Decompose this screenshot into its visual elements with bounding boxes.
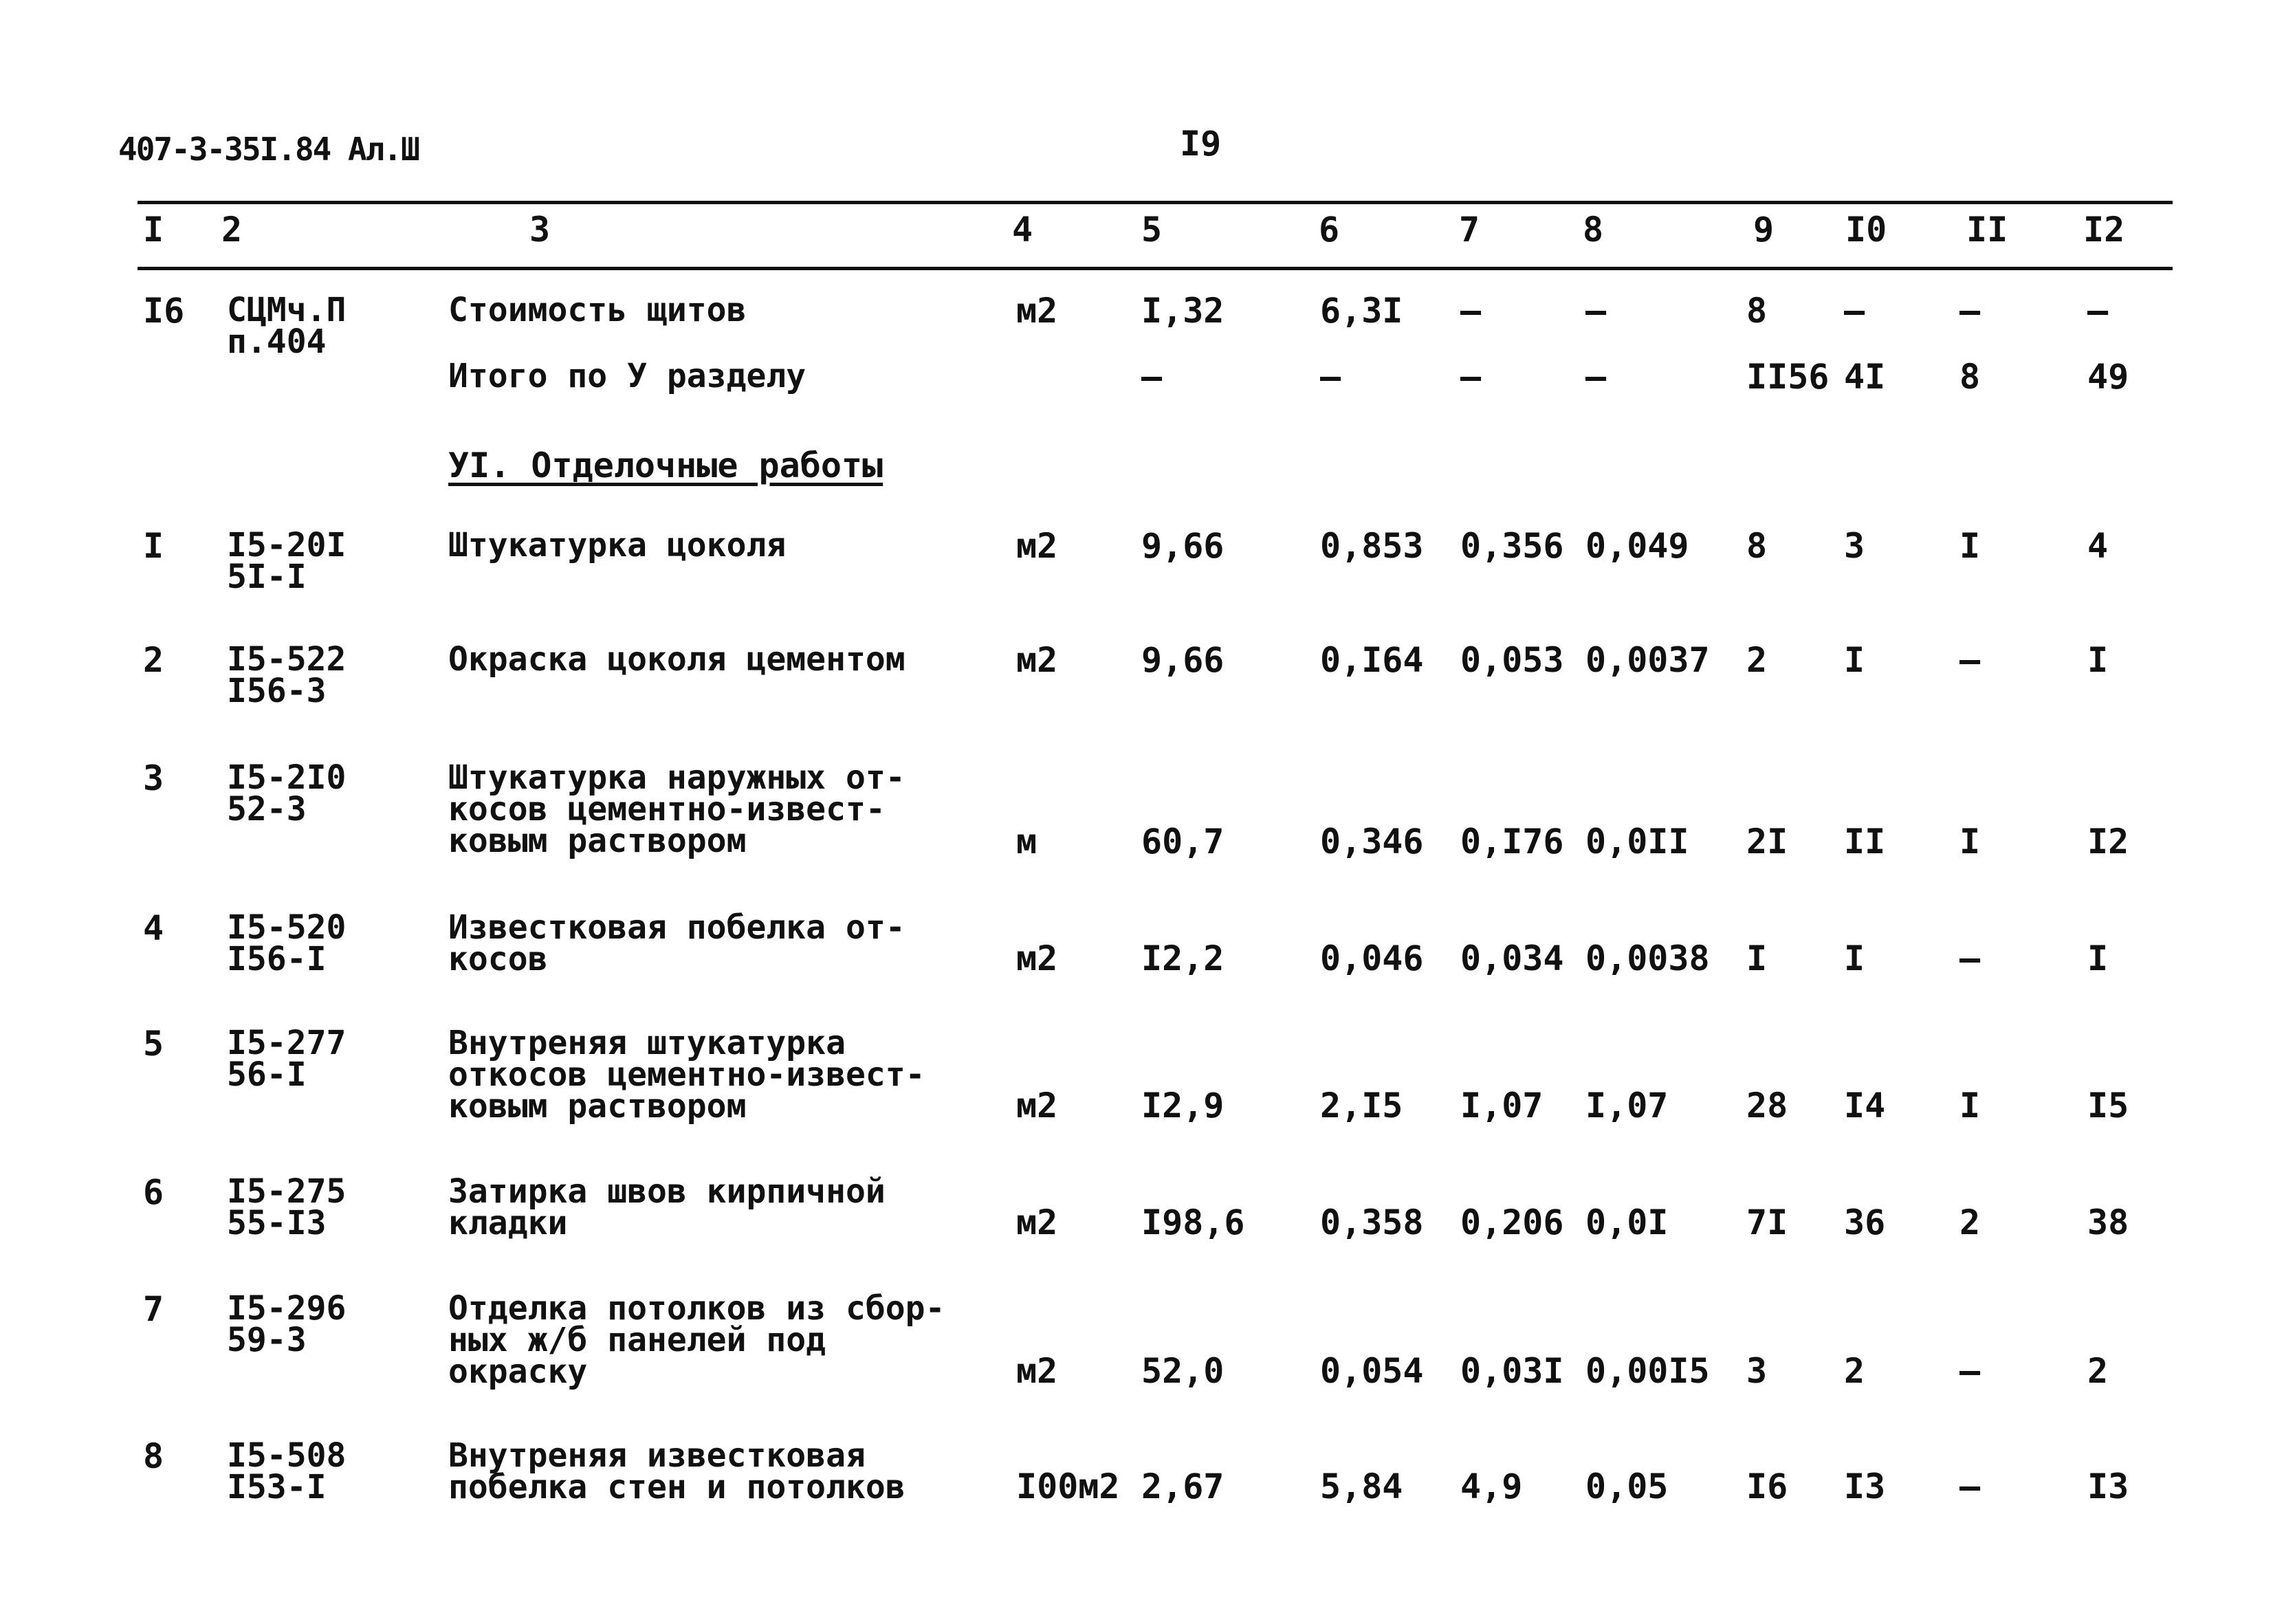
value-cell-col9: 8 <box>1746 526 1768 566</box>
unit-cell: м2 <box>1016 640 1058 680</box>
norm-code: СЦМч.П п.404 <box>227 291 347 361</box>
table-top-rule <box>138 201 2173 204</box>
value-cell-col10: I <box>1844 640 1865 680</box>
value-cell-col12: I2 <box>2087 822 2129 862</box>
row-number: 4 <box>143 908 164 948</box>
value-cell-col11: – <box>1959 939 1981 978</box>
value-cell-col5: 60,7 <box>1141 822 1225 862</box>
norm-code: I5-277 56-I <box>227 1024 347 1094</box>
work-description: Итого по У разделу <box>448 357 806 395</box>
value-cell-col8: 0,049 <box>1585 526 1689 566</box>
value-cell-col9: I6 <box>1746 1467 1788 1506</box>
value-cell-col12: I <box>2087 939 2109 978</box>
value-cell-col12: 38 <box>2087 1203 2129 1242</box>
work-description: Затирка швов кирпичной кладки <box>448 1172 886 1242</box>
value-cell-col10: II <box>1844 822 1886 862</box>
value-cell-col7: I,07 <box>1460 1086 1544 1126</box>
work-description: Стоимость щитов <box>448 291 747 329</box>
unit-cell: м2 <box>1016 1351 1058 1391</box>
value-cell-col11: I <box>1959 822 1981 862</box>
work-description: Штукатурка наружных от- косов цементно-извест- ковым раствором <box>448 758 905 860</box>
norm-code: I5-275 55-I3 <box>227 1172 347 1242</box>
column-header: 7 <box>1459 210 1480 250</box>
value-cell-col9: 3 <box>1746 1351 1768 1391</box>
value-cell-col11: – <box>1959 1467 1981 1506</box>
unit-cell: I00м2 <box>1016 1467 1120 1506</box>
section-title: УI. Отделочные работы <box>448 446 883 485</box>
norm-code: I5-520 I56-I <box>227 908 347 978</box>
value-cell-col12: 49 <box>2087 357 2129 397</box>
value-cell-col5: 9,66 <box>1141 640 1225 680</box>
work-description: Внутреняя штукатурка откосов цементно-извест- ковым раствором <box>448 1024 925 1126</box>
row-number: 5 <box>143 1024 164 1064</box>
value-cell-col6: 5,84 <box>1320 1467 1403 1506</box>
column-header: 3 <box>529 210 551 250</box>
norm-code: I5-296 59-3 <box>227 1289 347 1359</box>
value-cell-col5: – <box>1141 357 1163 397</box>
value-cell-col10: I <box>1844 939 1865 978</box>
value-cell-col9: I <box>1746 939 1768 978</box>
norm-code: I5-20I 5I-I <box>227 526 347 596</box>
unit-cell: м2 <box>1016 291 1058 331</box>
row-number: I <box>143 526 164 566</box>
page-number: I9 <box>1180 124 1222 164</box>
value-cell-col10: – <box>1844 291 1865 331</box>
table-header-rule <box>138 267 2173 270</box>
value-cell-col6: 0,853 <box>1320 526 1424 566</box>
column-header: 2 <box>221 210 243 250</box>
unit-cell: м2 <box>1016 939 1058 978</box>
value-cell-col12: 4 <box>2087 526 2109 566</box>
value-cell-col10: I4 <box>1844 1086 1886 1126</box>
value-cell-col5: 9,66 <box>1141 526 1225 566</box>
column-header: 9 <box>1753 210 1775 250</box>
value-cell-col7: 0,206 <box>1460 1203 1564 1242</box>
column-header: I <box>143 210 164 250</box>
work-description: Отделка потолков из сбор- ных ж/б панелей под окраску <box>448 1289 945 1391</box>
value-cell-col9: II56 <box>1746 357 1830 397</box>
value-cell-col8: 0,0038 <box>1585 939 1710 978</box>
work-description: Окраска цоколя цементом <box>448 640 905 679</box>
unit-cell: м2 <box>1016 1203 1058 1242</box>
unit-cell: м2 <box>1016 526 1058 566</box>
value-cell-col7: 0,053 <box>1460 640 1564 680</box>
value-cell-col8: 0,0II <box>1585 822 1689 862</box>
value-cell-col11: 8 <box>1959 357 1981 397</box>
doc-code: 407-3-35I.84 Ал.Ш <box>118 131 419 168</box>
value-cell-col6: 0,I64 <box>1320 640 1424 680</box>
value-cell-col7: – <box>1460 291 1482 331</box>
unit-cell: м2 <box>1016 1086 1058 1126</box>
row-number: I6 <box>143 291 185 331</box>
value-cell-col6: 0,346 <box>1320 822 1424 862</box>
column-header: 6 <box>1319 210 1340 250</box>
value-cell-col7: 0,034 <box>1460 939 1564 978</box>
work-description: Известковая побелка от- косов <box>448 908 905 978</box>
column-header: 4 <box>1012 210 1033 250</box>
value-cell-col6: 0,054 <box>1320 1351 1424 1391</box>
row-number: 6 <box>143 1172 164 1212</box>
unit-cell: м <box>1016 822 1037 862</box>
column-header: I2 <box>2083 210 2125 250</box>
value-cell-col8: 0,0037 <box>1585 640 1710 680</box>
work-description: Штукатурка цоколя <box>448 526 787 564</box>
row-number: 7 <box>143 1289 164 1329</box>
value-cell-col9: 2 <box>1746 640 1768 680</box>
value-cell-col6: 0,046 <box>1320 939 1424 978</box>
norm-code: I5-2I0 52-3 <box>227 758 347 829</box>
work-description: Внутреняя известковая побелка стен и потолков <box>448 1436 905 1506</box>
value-cell-col8: 0,05 <box>1585 1467 1669 1506</box>
value-cell-col10: 3 <box>1844 526 1865 566</box>
value-cell-col7: 0,03I <box>1460 1351 1564 1391</box>
value-cell-col10: 2 <box>1844 1351 1865 1391</box>
column-header: 5 <box>1141 210 1163 250</box>
value-cell-col11: – <box>1959 1351 1981 1391</box>
value-cell-col5: I,32 <box>1141 291 1225 331</box>
row-number: 8 <box>143 1436 164 1476</box>
value-cell-col7: – <box>1460 357 1482 397</box>
value-cell-col6: – <box>1320 357 1341 397</box>
value-cell-col12: – <box>2087 291 2109 331</box>
value-cell-col9: 28 <box>1746 1086 1788 1126</box>
value-cell-col11: – <box>1959 640 1981 680</box>
row-number: 2 <box>143 640 164 680</box>
value-cell-col9: 7I <box>1746 1203 1788 1242</box>
value-cell-col12: 2 <box>2087 1351 2109 1391</box>
value-cell-col11: – <box>1959 291 1981 331</box>
value-cell-col10: 4I <box>1844 357 1886 397</box>
value-cell-col11: I <box>1959 1086 1981 1126</box>
value-cell-col12: I <box>2087 640 2109 680</box>
value-cell-col8: 0,00I5 <box>1585 1351 1710 1391</box>
value-cell-col10: I3 <box>1844 1467 1886 1506</box>
value-cell-col6: 6,3I <box>1320 291 1403 331</box>
value-cell-col6: 2,I5 <box>1320 1086 1403 1126</box>
norm-code: I5-508 I53-I <box>227 1436 347 1506</box>
value-cell-col7: 0,356 <box>1460 526 1564 566</box>
value-cell-col7: 4,9 <box>1460 1467 1523 1506</box>
column-header: I0 <box>1845 210 1887 250</box>
value-cell-col9: 8 <box>1746 291 1768 331</box>
value-cell-col8: I,07 <box>1585 1086 1669 1126</box>
value-cell-col6: 0,358 <box>1320 1203 1424 1242</box>
norm-code: I5-522 I56-3 <box>227 640 347 710</box>
value-cell-col11: 2 <box>1959 1203 1981 1242</box>
value-cell-col8: – <box>1585 357 1607 397</box>
value-cell-col5: I2,2 <box>1141 939 1225 978</box>
value-cell-col12: I3 <box>2087 1467 2129 1506</box>
value-cell-col5: 52,0 <box>1141 1351 1225 1391</box>
value-cell-col9: 2I <box>1746 822 1788 862</box>
value-cell-col10: 36 <box>1844 1203 1886 1242</box>
value-cell-col7: 0,I76 <box>1460 822 1564 862</box>
row-number: 3 <box>143 758 164 798</box>
value-cell-col8: – <box>1585 291 1607 331</box>
value-cell-col8: 0,0I <box>1585 1203 1669 1242</box>
value-cell-col12: I5 <box>2087 1086 2129 1126</box>
column-header: 8 <box>1583 210 1604 250</box>
value-cell-col5: 2,67 <box>1141 1467 1225 1506</box>
value-cell-col5: I2,9 <box>1141 1086 1225 1126</box>
value-cell-col11: I <box>1959 526 1981 566</box>
column-header: II <box>1966 210 2008 250</box>
value-cell-col5: I98,6 <box>1141 1203 1245 1242</box>
